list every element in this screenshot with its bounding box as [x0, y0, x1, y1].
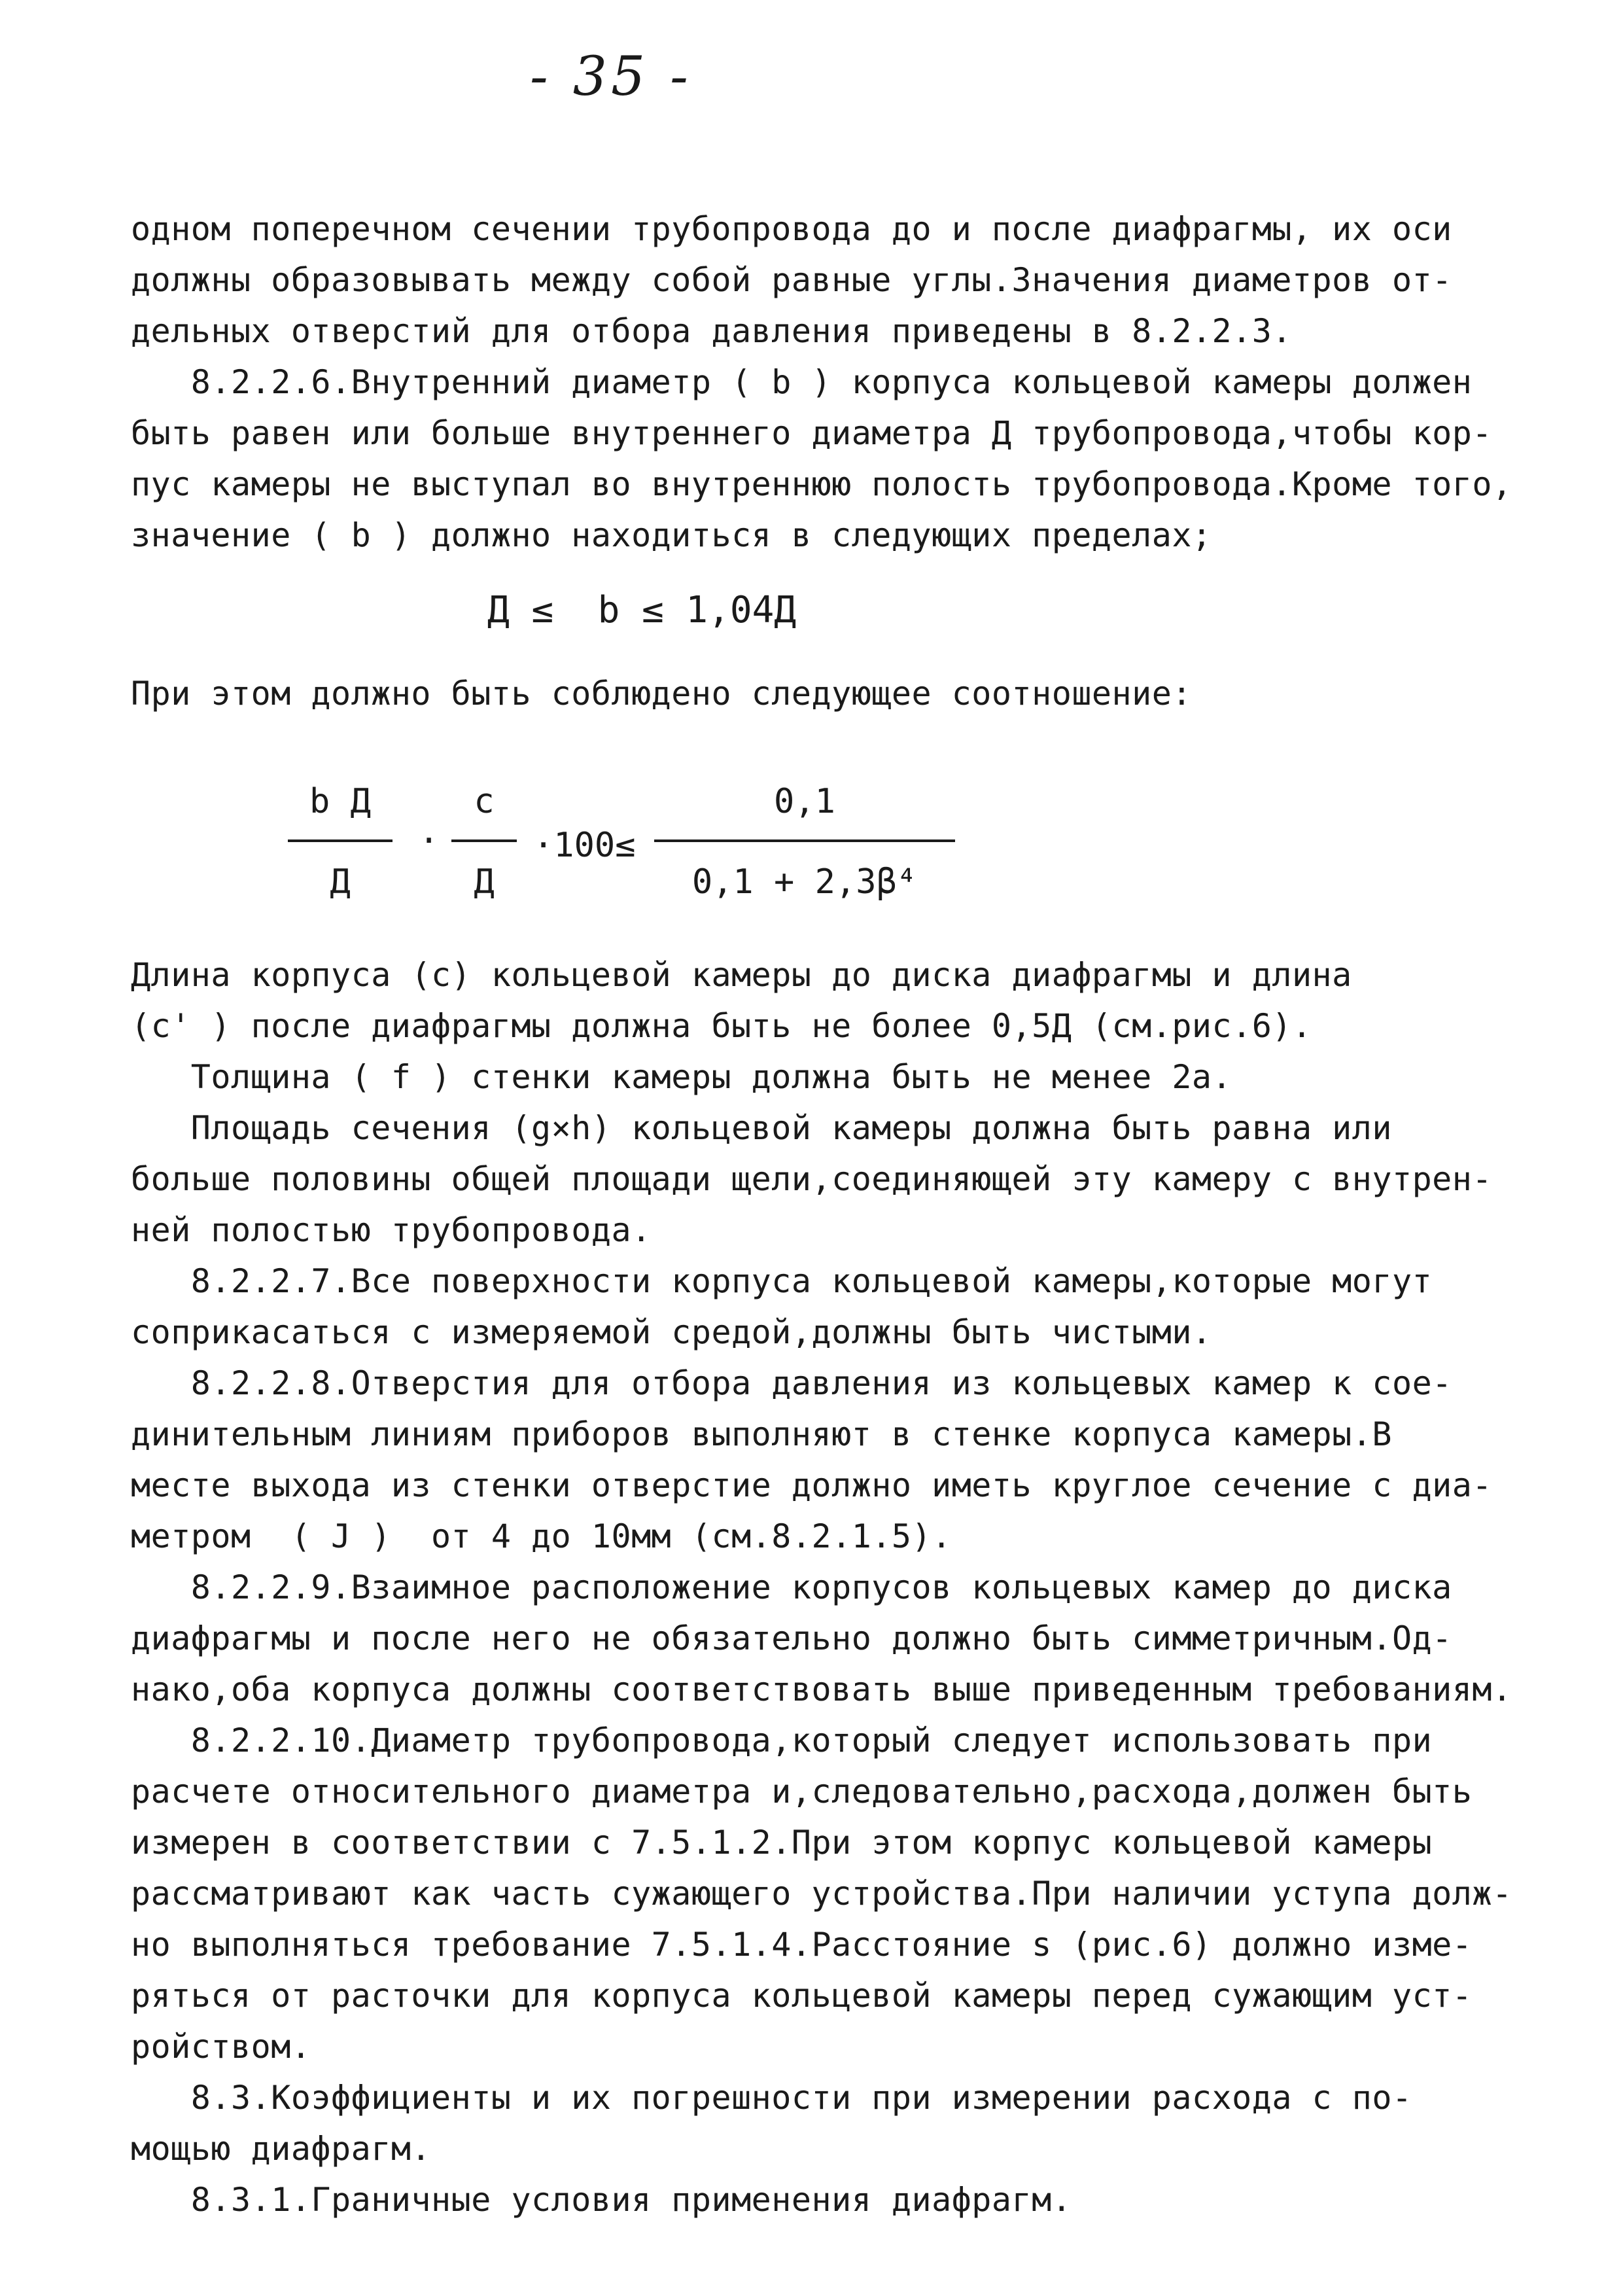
text-line: соприкасаться с измеряемой средой,должны быть чистыми. — [131, 1313, 1212, 1351]
text-line: нако,оба корпуса должны соответствовать выше приведенным требованиям. — [131, 1670, 1512, 1708]
text-line: месте выхода из стенки отверстие должно иметь круглое сечение с диа- — [131, 1466, 1492, 1504]
text-line: При этом должно быть соблюдено следующее соотношение: — [131, 675, 1192, 713]
text-line: рассматривают как часть сужающего устройства.При наличии уступа долж- — [131, 1875, 1512, 1913]
text-line: одном поперечном сечении трубопровода до и после диафрагмы, их оси — [131, 210, 1452, 248]
text-line: измерен в соответствии с 7.5.1.2.При этом корпус кольцевой камеры — [131, 1824, 1433, 1862]
fraction-3-numerator: 0,1 — [774, 782, 835, 821]
text-line: ряться от расточки для корпуса кольцевой камеры перед сужающим уст- — [131, 1977, 1473, 2015]
page-number: - 35 - — [530, 46, 692, 108]
text-line: но выполняться требование 7.5.1.4.Расстояние s (рис.6) должно изме- — [131, 1926, 1473, 1964]
text-line: больше половины общей площади щели,соединяющей эту камеру с внутрен- — [131, 1160, 1492, 1198]
text-line: диафрагмы и после него не обязательно должно быть симметричным.Од- — [131, 1619, 1452, 1657]
section-heading: мощью диафрагм. — [131, 2130, 432, 2168]
formula-range: Д ≤ b ≤ 1,04Д — [487, 589, 797, 631]
text-line: (c' ) после диафрагмы должна быть не более 0,5Д (см.рис.6). — [131, 1007, 1312, 1045]
text-line: дельных отверстий для отбора давления приведены в 8.2.2.3. — [131, 312, 1292, 350]
text-line: Длина корпуса (c) кольцевой камеры до диска диафрагмы и длина — [131, 956, 1352, 994]
text-line: динительным линиям приборов выполняют в стенке корпуса камеры.В — [131, 1415, 1392, 1453]
multiply-dot: · — [419, 821, 440, 860]
text-line: расчете относительного диаметра и,следовательно,расхода,должен быть — [131, 1773, 1473, 1810]
text-line: метром ( J ) от 4 до 10мм (см.8.2.1.5). — [131, 1517, 952, 1555]
section-heading: 8.3.Коэффициенты и их погрешности при измерении расхода с по- — [131, 2079, 1412, 2117]
text-line: ройством. — [131, 2028, 311, 2066]
text-line: значение ( b ) должно находиться в следующих пределах; — [131, 516, 1212, 554]
fraction-2-denominator: Д — [474, 862, 495, 902]
text-line: Площадь сечения (g×h) кольцевой камеры должна быть равна или — [131, 1109, 1392, 1147]
fraction-bar — [451, 839, 517, 842]
fraction-bar — [654, 839, 955, 842]
text-line: 8.2.2.8.Отверстия для отбора давления из кольцевых камер к сое- — [131, 1364, 1452, 1402]
text-line: должны образовывать между собой равные углы.Значения диаметров от- — [131, 261, 1452, 299]
text-line: ней полостью трубопровода. — [131, 1211, 652, 1249]
fraction-1-numerator: b Д — [309, 782, 371, 821]
fraction-3-denominator: 0,1 + 2,3β⁴ — [691, 862, 918, 902]
text-line: быть равен или больше внутреннего диаметра Д трубопровода,чтобы кор- — [131, 414, 1492, 452]
fraction-2-numerator: c — [474, 782, 495, 821]
multiply-100-leq: ·100≤ — [533, 826, 636, 865]
fraction-bar — [288, 839, 393, 842]
text-line: 8.2.2.6.Внутренний диаметр ( b ) корпуса кольцевой камеры должен — [131, 363, 1473, 401]
fraction-1-denominator: Д — [330, 862, 351, 902]
section-heading: 8.3.1.Граничные условия применения диафрагм. — [131, 2181, 1072, 2219]
text-line: 8.2.2.7.Все поверхности корпуса кольцевой камеры,которые могут — [131, 1262, 1433, 1300]
text-line: пус камеры не выступал во внутреннюю полость трубопровода.Кроме того, — [131, 465, 1512, 503]
text-line: 8.2.2.9.Взаимное расположение корпусов кольцевых камер до диска — [131, 1568, 1452, 1606]
text-line: 8.2.2.10.Диаметр трубопровода,который следует использовать при — [131, 1722, 1433, 1759]
text-line: Толщина ( f ) стенки камеры должна быть не менее 2а. — [131, 1058, 1232, 1096]
